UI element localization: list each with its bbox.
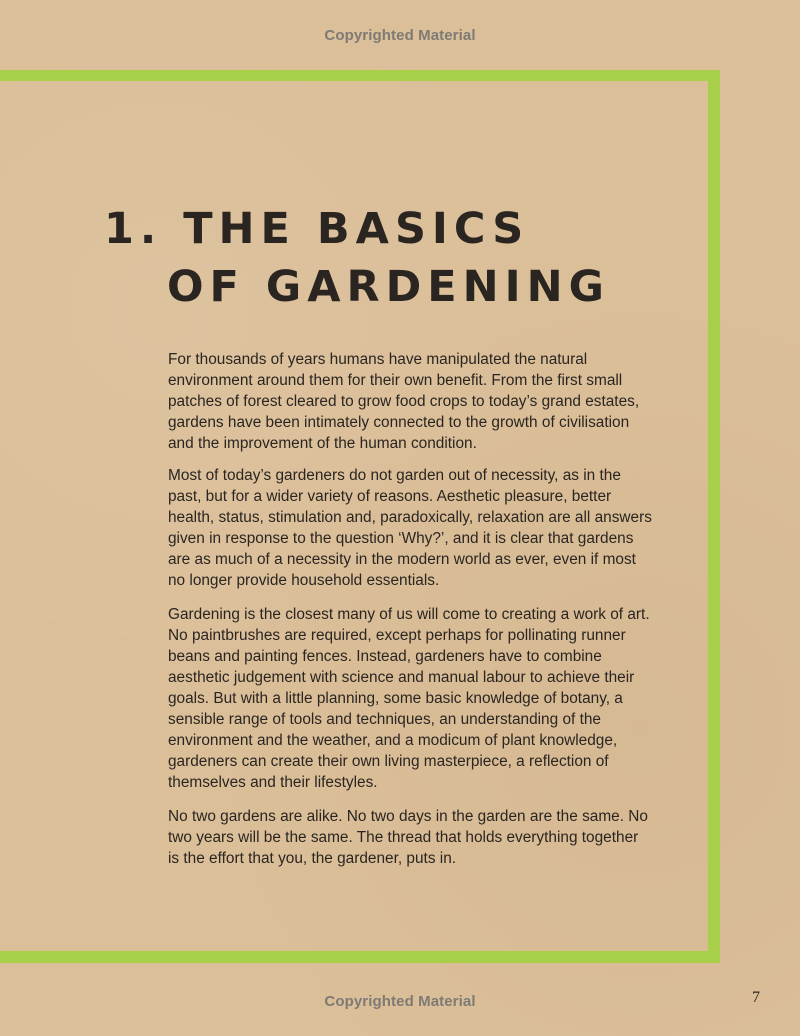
page-number: 7 — [752, 989, 760, 1006]
chapter-title-line-1: 1. THE BASICS — [104, 204, 530, 254]
copyright-watermark-bottom: Copyrighted Material — [324, 993, 476, 1010]
copyright-watermark-top: Copyrighted Material — [324, 27, 476, 44]
paragraph-1: For thousands of years humans have manipulated the natural environment around them for their own benefit. From the first small patches of forest cleared to grow food crops to today’s grand estates, gardens have been intimately connected to the growth of civilisation and the improvement of the human condition. — [168, 351, 640, 452]
chapter-title-line-2: OF GARDENING — [167, 262, 610, 312]
green-frame-top — [0, 70, 720, 81]
green-frame-bottom — [0, 951, 720, 963]
chapter-title — [104, 200, 610, 316]
body-text — [168, 349, 653, 880]
green-frame-right — [708, 70, 720, 963]
paragraph-2: Most of today’s gardeners do not garden out of necessity, as in the past, but for a wider variety of reasons. Aesthetic pleasure, better health, status, stimulation and, paradoxically, relaxation are all answers given in response to the question ‘Why?’, and it is clear that gardens are as much of a necessity in the modern world as ever, even if most no longer provide household essentials. — [168, 467, 652, 589]
paragraph-3: Gardening is the closest many of us will come to creating a work of art. No paintbrushes are required, except perhaps for pollinating runner beans and painting fences. Instead, gardeners have to combine aesthetic judgement with science and manual labour to achieve their goals. But with a little planning, some basic knowledge of botany, a sensible range of tools and techniques, an understanding of the environment and the weather, and a modicum of plant knowledge, gardeners can create their own living masterpiece, a reflection of themselves and their lifestyles. — [168, 606, 650, 791]
paragraph-4: No two gardens are alike. No two days in the garden are the same. No two years will be the same. The thread that holds everything together is the effort that you, the gardener, puts in. — [168, 808, 648, 867]
